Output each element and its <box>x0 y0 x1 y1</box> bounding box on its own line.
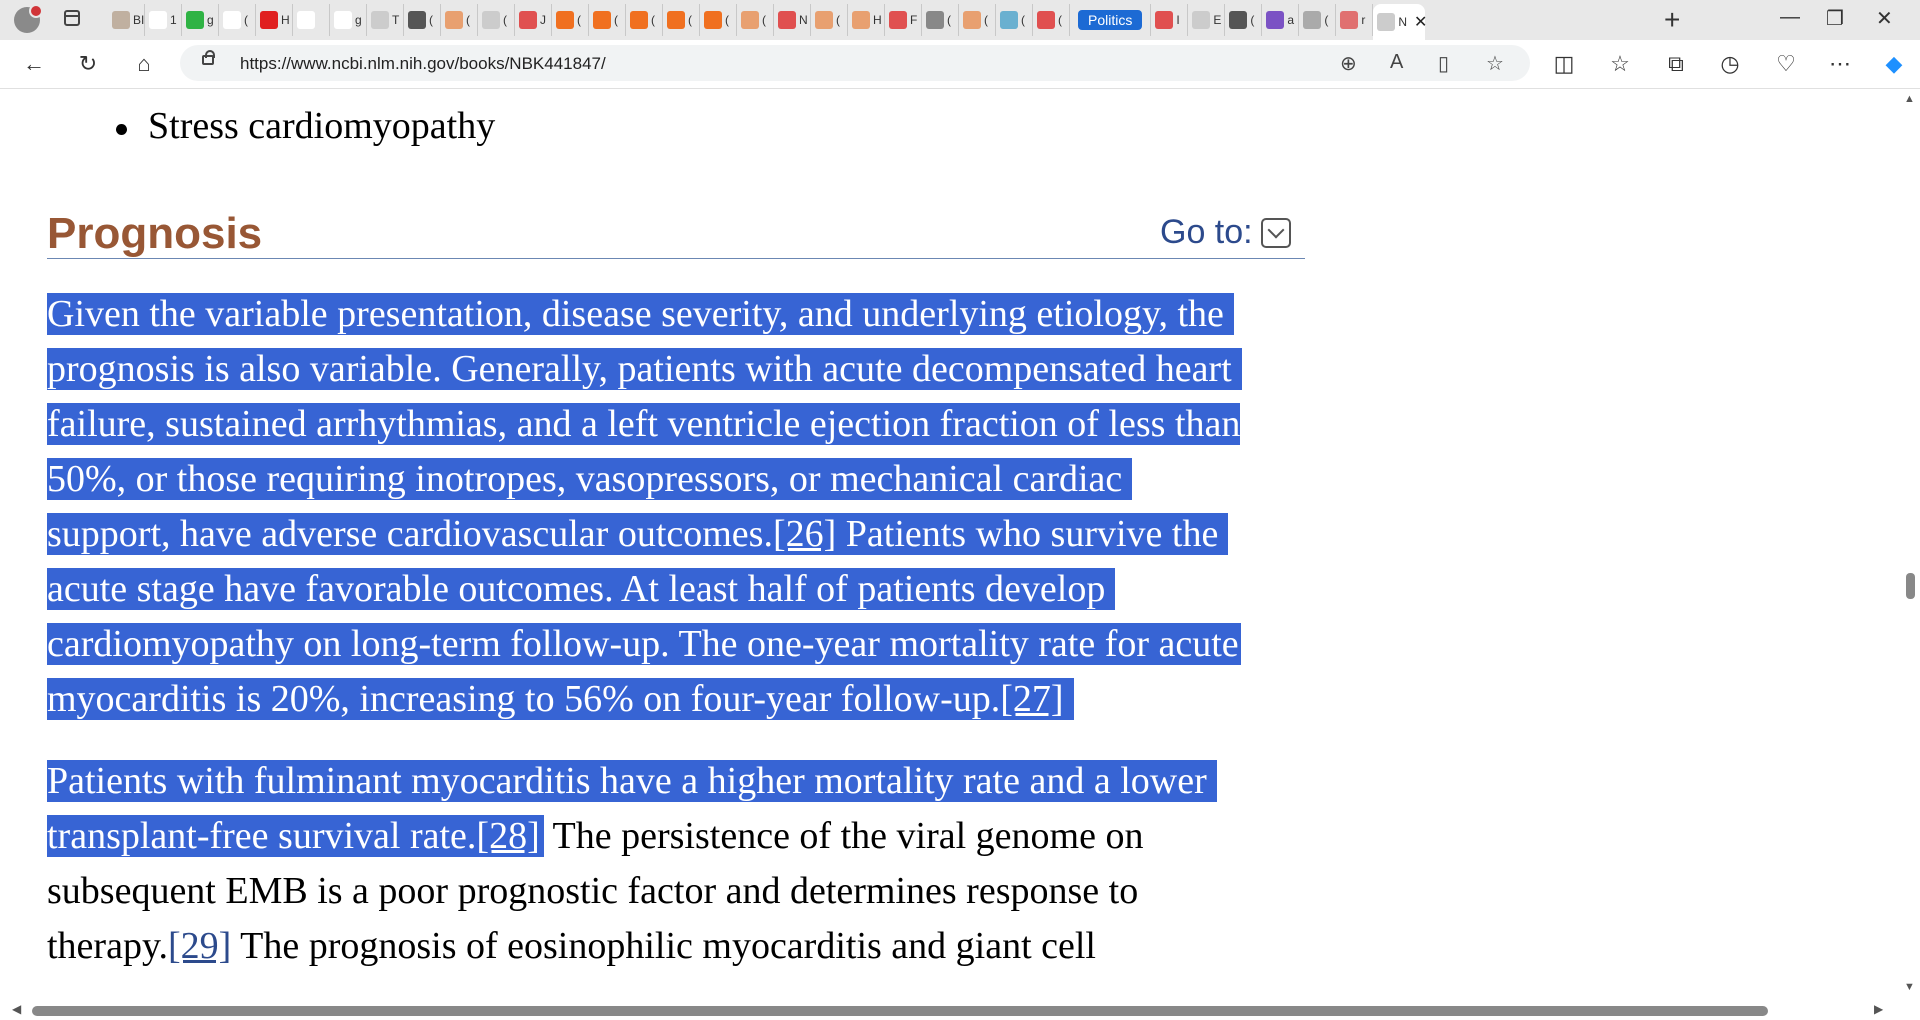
browser-tab[interactable] <box>959 4 996 36</box>
refresh-icon[interactable]: ↻ <box>78 51 98 76</box>
read-aloud-icon[interactable]: A <box>1390 51 1404 73</box>
para1-text: myocarditis is 20%, increasing to 56% on four-year follow-up. <box>47 678 1001 720</box>
tab-title: T <box>392 13 400 27</box>
tab-title: ( <box>762 13 766 27</box>
profile-avatar-icon[interactable] <box>14 7 40 33</box>
tab-title: H <box>873 13 882 27</box>
tab-title: ( <box>688 13 692 27</box>
tab-favicon-icon <box>445 11 463 29</box>
browser-tab[interactable] <box>1336 4 1373 36</box>
tab-favicon-icon <box>519 11 537 29</box>
tab-title: ( <box>984 13 988 27</box>
browser-tab[interactable] <box>293 4 330 36</box>
para1-line: Given the variable presentation, disease severity, and underlying etiology, the <box>47 293 1234 335</box>
tab-title: ( <box>725 13 729 27</box>
history-icon[interactable]: ◷ <box>1720 51 1740 76</box>
tab-favicon-icon <box>1303 11 1321 29</box>
active-tab[interactable] <box>1373 4 1428 40</box>
browser-tab[interactable] <box>478 4 515 36</box>
goto-menu[interactable] <box>1160 213 1291 252</box>
para1-line <box>47 678 1074 720</box>
browser-tab[interactable] <box>626 4 663 36</box>
tab-favicon-icon <box>963 11 981 29</box>
browser-tab-politics[interactable] <box>1070 4 1151 36</box>
reference-28-link[interactable]: [28] <box>476 815 540 857</box>
workspaces-icon[interactable] <box>64 10 80 26</box>
tab-favicon-icon <box>1155 11 1173 29</box>
para2-text: The prognosis of eosinophilic myocarditis and giant cell <box>231 925 1096 967</box>
browser-tab[interactable] <box>330 4 367 36</box>
performance-icon[interactable]: ♡ <box>1776 51 1796 76</box>
browser-toolbar <box>0 40 1920 89</box>
para1-line: failure, sustained arrhythmias, and a left ventricle ejection fraction of less than <box>47 403 1241 445</box>
tab-title: BI <box>133 13 145 27</box>
tab-favicon-icon <box>741 11 759 29</box>
para2-line: Patients with fulminant myocarditis have a higher mortality rate and a lower <box>47 760 1217 802</box>
tab-favicon-icon <box>1340 11 1358 29</box>
url-text[interactable]: https://www.ncbi.nlm.nih.gov/books/NBK441847/ <box>240 54 606 73</box>
browser-tab[interactable] <box>1225 4 1262 36</box>
tab-title: ( <box>1324 13 1329 27</box>
address-bar[interactable] <box>180 45 1530 81</box>
para2-text: therapy. <box>47 925 168 967</box>
tab-favicon-icon <box>1192 11 1210 29</box>
minimize-icon[interactable]: — <box>1780 6 1800 28</box>
tab-favicon-icon <box>630 11 648 29</box>
copilot-icon[interactable]: ◆ <box>1885 51 1903 76</box>
para1-line: cardiomyopathy on long-term follow-up. The one-year mortality rate for acute <box>47 623 1239 665</box>
para1-line: 50%, or those requiring inotropes, vasopressors, or mechanical cardiac <box>47 458 1132 500</box>
prev-list-item: Stress cardiomyopathy <box>148 105 496 147</box>
vertical-scroll-thumb[interactable] <box>1906 573 1915 599</box>
tab-favicon-icon <box>889 11 907 29</box>
reference-29-link[interactable]: [29] <box>167 925 232 967</box>
scroll-left-icon[interactable]: ◀ <box>12 1002 22 1016</box>
collections-icon[interactable]: ⧉ <box>1668 51 1684 76</box>
zoom-icon[interactable]: ⊕ <box>1340 53 1357 75</box>
immersive-reader-icon[interactable]: ▯ <box>1438 53 1450 75</box>
tab-title: r <box>1361 13 1366 27</box>
tab-favicon-icon <box>371 11 389 29</box>
tab-favicon-icon <box>149 11 167 29</box>
tab-favicon-icon <box>260 11 278 29</box>
tab-favicon-icon <box>186 11 204 29</box>
browser-tab[interactable] <box>256 4 293 36</box>
vertical-scrollbar[interactable] <box>1900 89 1920 1000</box>
browser-tab[interactable] <box>811 4 848 36</box>
scroll-up-icon[interactable]: ▲ <box>1904 93 1915 105</box>
browser-tab[interactable] <box>404 4 441 36</box>
tab-favicon-icon <box>297 11 315 29</box>
tab-title: ( <box>577 13 581 27</box>
tab-favicon-icon <box>667 11 685 29</box>
home-icon[interactable]: ⌂ <box>137 51 151 76</box>
tab-favicon-icon <box>223 11 241 29</box>
browser-tab[interactable] <box>737 4 774 36</box>
para1-line <box>47 513 1228 555</box>
split-screen-icon[interactable]: ◫ <box>1553 51 1575 76</box>
favorite-star-icon[interactable]: ☆ <box>1486 53 1504 75</box>
tab-favicon-icon <box>556 11 574 29</box>
tab-title: ( <box>836 13 840 27</box>
tab-title: N <box>799 13 808 27</box>
tab-title: H <box>281 13 290 27</box>
browser-tab[interactable] <box>663 4 700 36</box>
paragraph-prognosis-1 <box>47 287 1307 727</box>
tab-strip <box>0 0 1920 40</box>
restore-icon[interactable]: ❐ <box>1826 8 1844 30</box>
tab-title: ( <box>1021 13 1025 27</box>
browser-tab[interactable] <box>219 4 256 36</box>
paragraph-prognosis-2 <box>47 754 1307 974</box>
page-content <box>0 89 1900 1000</box>
tab-title: g <box>207 13 214 27</box>
reference-26-link[interactable]: [26] <box>772 513 837 555</box>
tab-favicon-icon <box>1377 13 1395 31</box>
para2-text: transplant-free survival rate. <box>47 815 477 857</box>
horizontal-scrollbar[interactable] <box>0 1000 1920 1020</box>
para2-line: subsequent EMB is a poor prognostic factor and determines response to <box>47 870 1139 912</box>
tab-list <box>108 4 1428 36</box>
para2-text: The persistence of the viral genome on <box>543 815 1144 857</box>
browser-tab[interactable] <box>700 4 737 36</box>
browser-tab[interactable] <box>145 4 182 36</box>
para1-text: Patients who survive the <box>836 513 1219 555</box>
tab-favicon-icon <box>852 11 870 29</box>
scroll-down-icon[interactable]: ▼ <box>1904 981 1915 993</box>
scroll-right-icon[interactable]: ▶ <box>1874 1002 1884 1016</box>
browser-tab[interactable] <box>1151 4 1188 36</box>
tab-title: a <box>1287 13 1295 27</box>
back-icon[interactable]: ← <box>23 51 45 76</box>
tab-title: ( <box>651 13 655 27</box>
tab-favicon-icon <box>1266 11 1284 29</box>
tab-title: ( <box>1058 13 1062 27</box>
tab-title: 1 <box>170 13 177 27</box>
tab-title: J <box>540 13 546 27</box>
tab-title: ( <box>244 13 248 27</box>
section-heading: Prognosis <box>47 209 263 258</box>
tab-title: ( <box>429 13 433 27</box>
tab-favicon-icon <box>593 11 611 29</box>
favorites-icon[interactable]: ☆ <box>1610 51 1630 76</box>
tab-favicon-icon <box>334 11 352 29</box>
para2-line <box>47 815 544 857</box>
horizontal-scroll-thumb[interactable] <box>32 1006 1768 1016</box>
tab-favicon-icon <box>482 11 500 29</box>
tab-title: ( <box>503 13 507 27</box>
tab-title: ( <box>1250 13 1255 27</box>
browser-tab[interactable] <box>367 4 404 36</box>
tab-title: ( <box>947 13 951 27</box>
tab-favicon-icon <box>1037 11 1055 29</box>
para1-text: support, have adverse cardiovascular outcomes. <box>47 513 773 555</box>
browser-tab[interactable] <box>774 4 811 36</box>
tab-favicon-icon <box>408 11 426 29</box>
tab-favicon-icon <box>112 11 130 29</box>
browser-tab[interactable] <box>108 4 145 36</box>
goto-label[interactable]: Go to: <box>1160 213 1253 251</box>
tab-title: I <box>1176 13 1180 27</box>
tab-favicon-icon <box>704 11 722 29</box>
tab-favicon-icon <box>1000 11 1018 29</box>
browser-tab[interactable] <box>552 4 589 36</box>
browser-tab[interactable] <box>996 4 1033 36</box>
browser-tab[interactable] <box>1188 4 1225 36</box>
chevron-down-icon[interactable] <box>1261 218 1291 248</box>
browser-tab[interactable] <box>441 4 478 36</box>
tab-title: E <box>1213 13 1222 27</box>
lock-icon[interactable] <box>202 55 214 65</box>
browser-tab[interactable] <box>922 4 959 36</box>
new-tab-button[interactable]: + <box>1664 4 1681 35</box>
para1-line: prognosis is also variable. Generally, patients with acute decompensated heart <box>47 348 1242 390</box>
tab-favicon-icon <box>778 11 796 29</box>
para1-line: acute stage have favorable outcomes. At least half of patients develop <box>47 568 1115 610</box>
browser-tab[interactable] <box>515 4 552 36</box>
tab-title: ( <box>466 13 470 27</box>
browser-tab[interactable] <box>848 4 885 36</box>
tab-group-label[interactable]: Politics <box>1078 10 1142 30</box>
tab-title: ( <box>614 13 618 27</box>
tab-title: N <box>1398 15 1408 29</box>
browser-tab[interactable] <box>1262 4 1299 36</box>
tab-title: g <box>355 13 362 27</box>
close-tab-icon[interactable]: ✕ <box>1414 14 1428 31</box>
tab-title: F <box>910 13 918 27</box>
more-menu-icon[interactable]: ⋯ <box>1829 51 1851 76</box>
browser-tab[interactable] <box>1299 4 1336 36</box>
tab-favicon-icon <box>1229 11 1247 29</box>
close-window-icon[interactable]: ✕ <box>1876 8 1893 30</box>
reference-27-link[interactable]: [27] <box>1000 678 1064 720</box>
tab-favicon-icon <box>815 11 833 29</box>
browser-tab[interactable] <box>1033 4 1070 36</box>
browser-tab[interactable] <box>885 4 922 36</box>
heading-divider <box>47 258 1305 259</box>
tab-favicon-icon <box>926 11 944 29</box>
browser-tab[interactable] <box>589 4 626 36</box>
browser-tab[interactable] <box>182 4 219 36</box>
